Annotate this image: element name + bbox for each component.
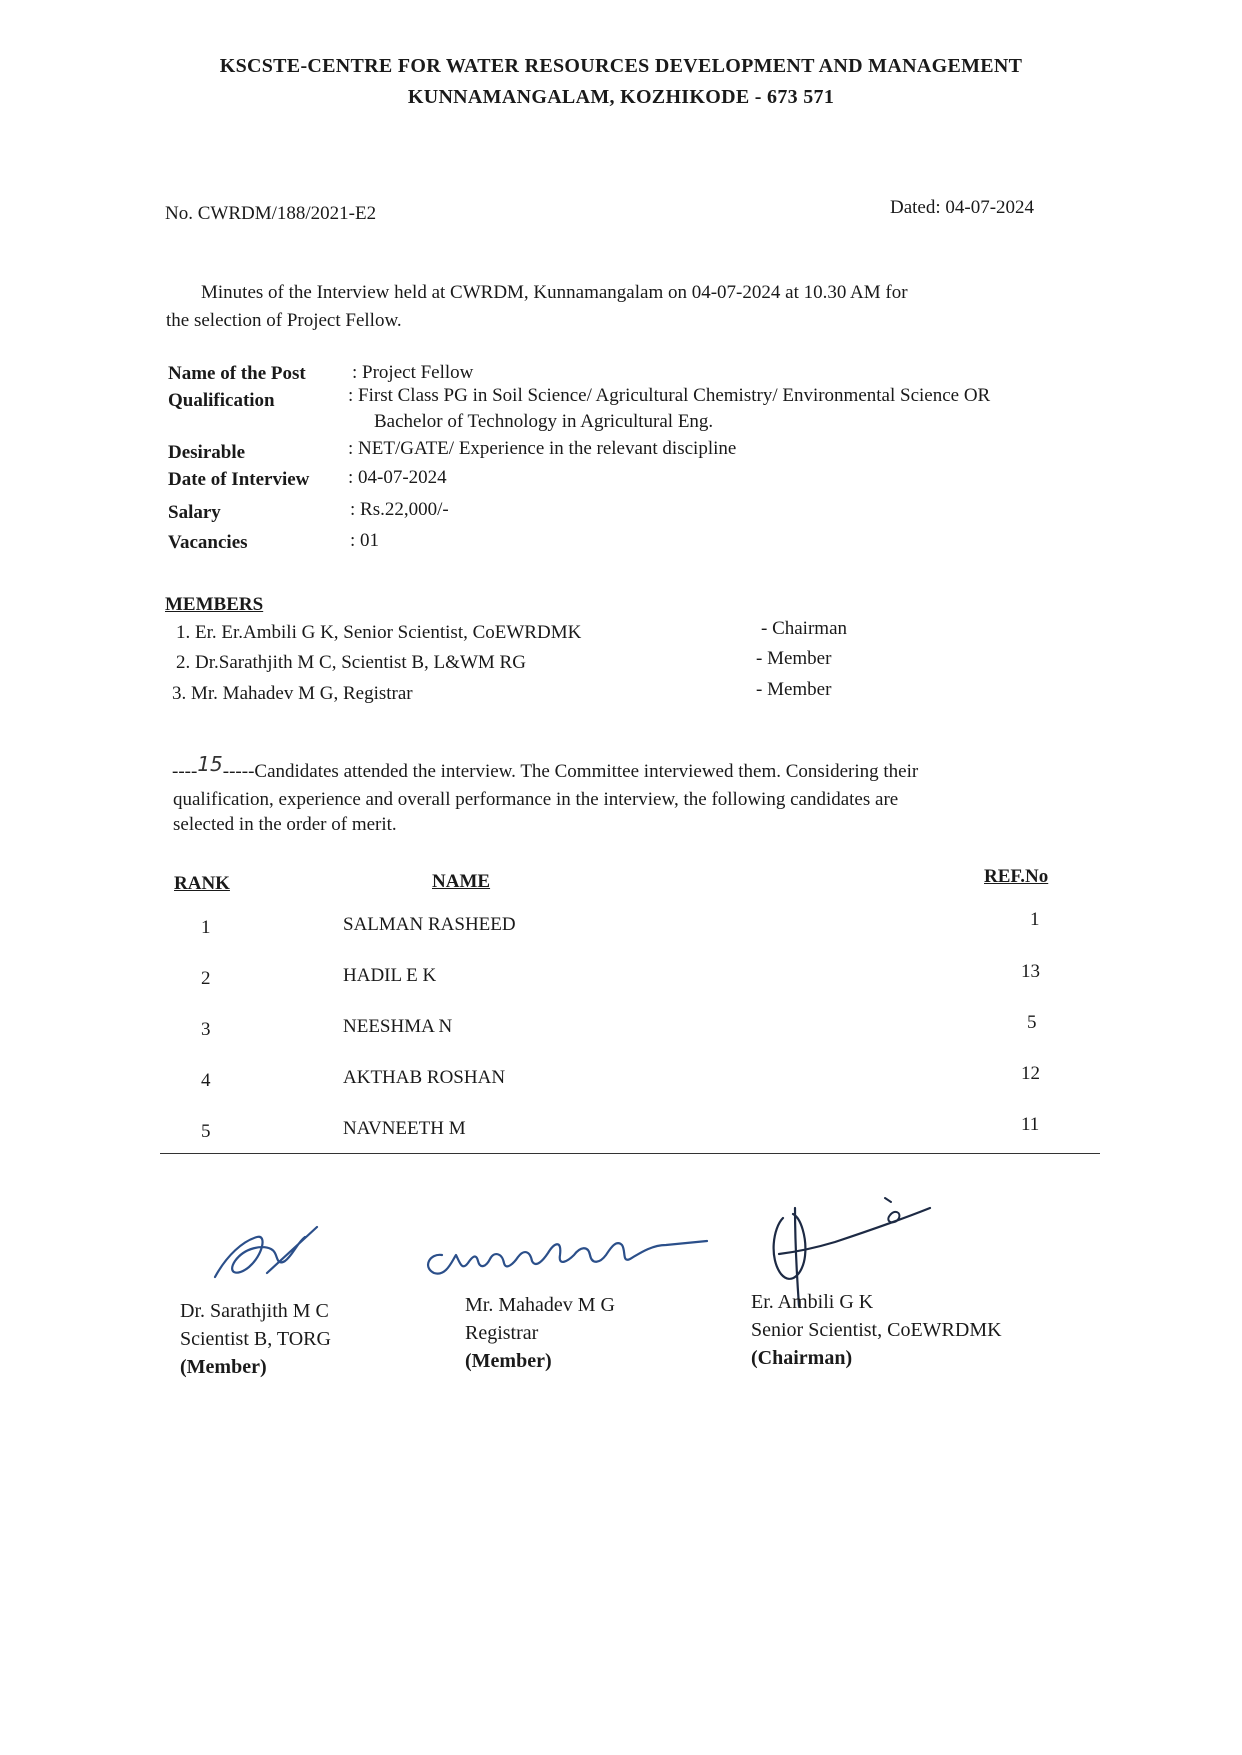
blank-dashes: ----- [222,761,255,782]
signatory-role: (Chairman) [751,1347,853,1369]
signatory-name: Mr. Mahadev M G [465,1294,615,1316]
signatory-title: Registrar [465,1322,539,1344]
column-header-name: NAME [432,871,491,892]
rank-cell: 4 [201,1070,211,1091]
detail-label: Salary [168,502,221,523]
ref-cell: 13 [1021,961,1040,982]
rank-cell: 3 [201,1019,211,1040]
detail-value: : 01 [350,530,380,551]
signatory-member-2 [465,1291,615,1375]
detail-value: : Rs.22,000/- [350,499,449,520]
ref-cell: 1 [1030,909,1040,930]
blank-dashes: ---- [172,761,198,782]
members-heading: MEMBERS [165,594,264,615]
member-name: 2. Dr.Sarathjith M C, Scientist B, L&WM RG [176,652,526,673]
rank-cell: 2 [201,968,211,989]
signatory-role: (Member) [465,1350,552,1372]
column-header-rank: RANK [174,873,230,894]
signature-mahadev [412,1215,712,1295]
date: Dated: 04-07-2024 [890,197,1035,218]
intro-line-2: the selection of Project Fellow. [166,310,402,331]
detail-value: : 04-07-2024 [348,467,447,488]
signatory-member-1 [180,1297,331,1381]
detail-value-continued: Bachelor of Technology in Agricultural Eng. [374,411,714,432]
signatory-name: Er. Ambili G K [751,1291,874,1313]
reference-number: No. CWRDM/188/2021-E2 [165,203,377,224]
ref-cell: 5 [1027,1012,1037,1033]
ref-cell: 11 [1021,1114,1040,1135]
rank-cell: 1 [201,917,211,938]
attendance-text: Candidates attended the interview. The Committee interviewed them. Considering their [254,761,919,782]
detail-label: Date of Interview [168,469,310,490]
institution-address: KUNNAMANGALAM, KOZHIKODE - 673 571 [407,86,835,108]
signatory-title: Scientist B, TORG [180,1328,331,1350]
ref-cell: 12 [1021,1063,1040,1084]
table-bottom-rule [160,1153,1100,1154]
detail-label: Vacancies [168,532,248,553]
attendee-count-handwritten: 15 [197,752,223,776]
institution-name: KSCSTE-CENTRE FOR WATER RESOURCES DEVELOPMENT AND MANAGEMENT [219,55,1023,77]
detail-value: : NET/GATE/ Experience in the relevant discipline [348,438,737,459]
name-cell: NAVNEETH M [343,1118,466,1139]
signature-sarathjith [205,1215,325,1295]
member-name: 1. Er. Er.Ambili G K, Senior Scientist, CoEWRDMK [176,622,582,643]
signatory-title: Senior Scientist, CoEWRDMK [751,1319,1002,1341]
name-cell: NEESHMA N [343,1016,453,1037]
member-role: - Member [756,648,832,669]
name-cell: HADIL E K [343,965,437,986]
signatory-role: (Member) [180,1356,267,1378]
signatory-name: Dr. Sarathjith M C [180,1300,329,1322]
signatory-chairman [751,1288,1002,1372]
member-role: - Chairman [761,618,848,639]
detail-label: Name of the Post [168,363,306,384]
detail-value: : First Class PG in Soil Science/ Agricultural Chemistry/ Environmental Science OR [348,385,991,406]
detail-label: Qualification [168,390,275,411]
name-cell: AKTHAB ROSHAN [343,1067,506,1088]
column-header-ref: REF.No [984,866,1049,887]
merit-line-3: selected in the order of merit. [173,814,397,835]
detail-label: Desirable [168,442,246,463]
detail-value: : Project Fellow [352,362,474,383]
member-role: - Member [756,679,832,700]
name-cell: SALMAN RASHEED [343,914,516,935]
attendance-line [172,752,1102,783]
member-name: 3. Mr. Mahadev M G, Registrar [172,683,413,704]
merit-line-2: qualification, experience and overall performance in the interview, the following candidates are [173,789,899,810]
rank-cell: 5 [201,1121,211,1142]
intro-line-1: Minutes of the Interview held at CWRDM, Kunnamangalam on 04-07-2024 at 10.30 AM for [201,282,908,303]
